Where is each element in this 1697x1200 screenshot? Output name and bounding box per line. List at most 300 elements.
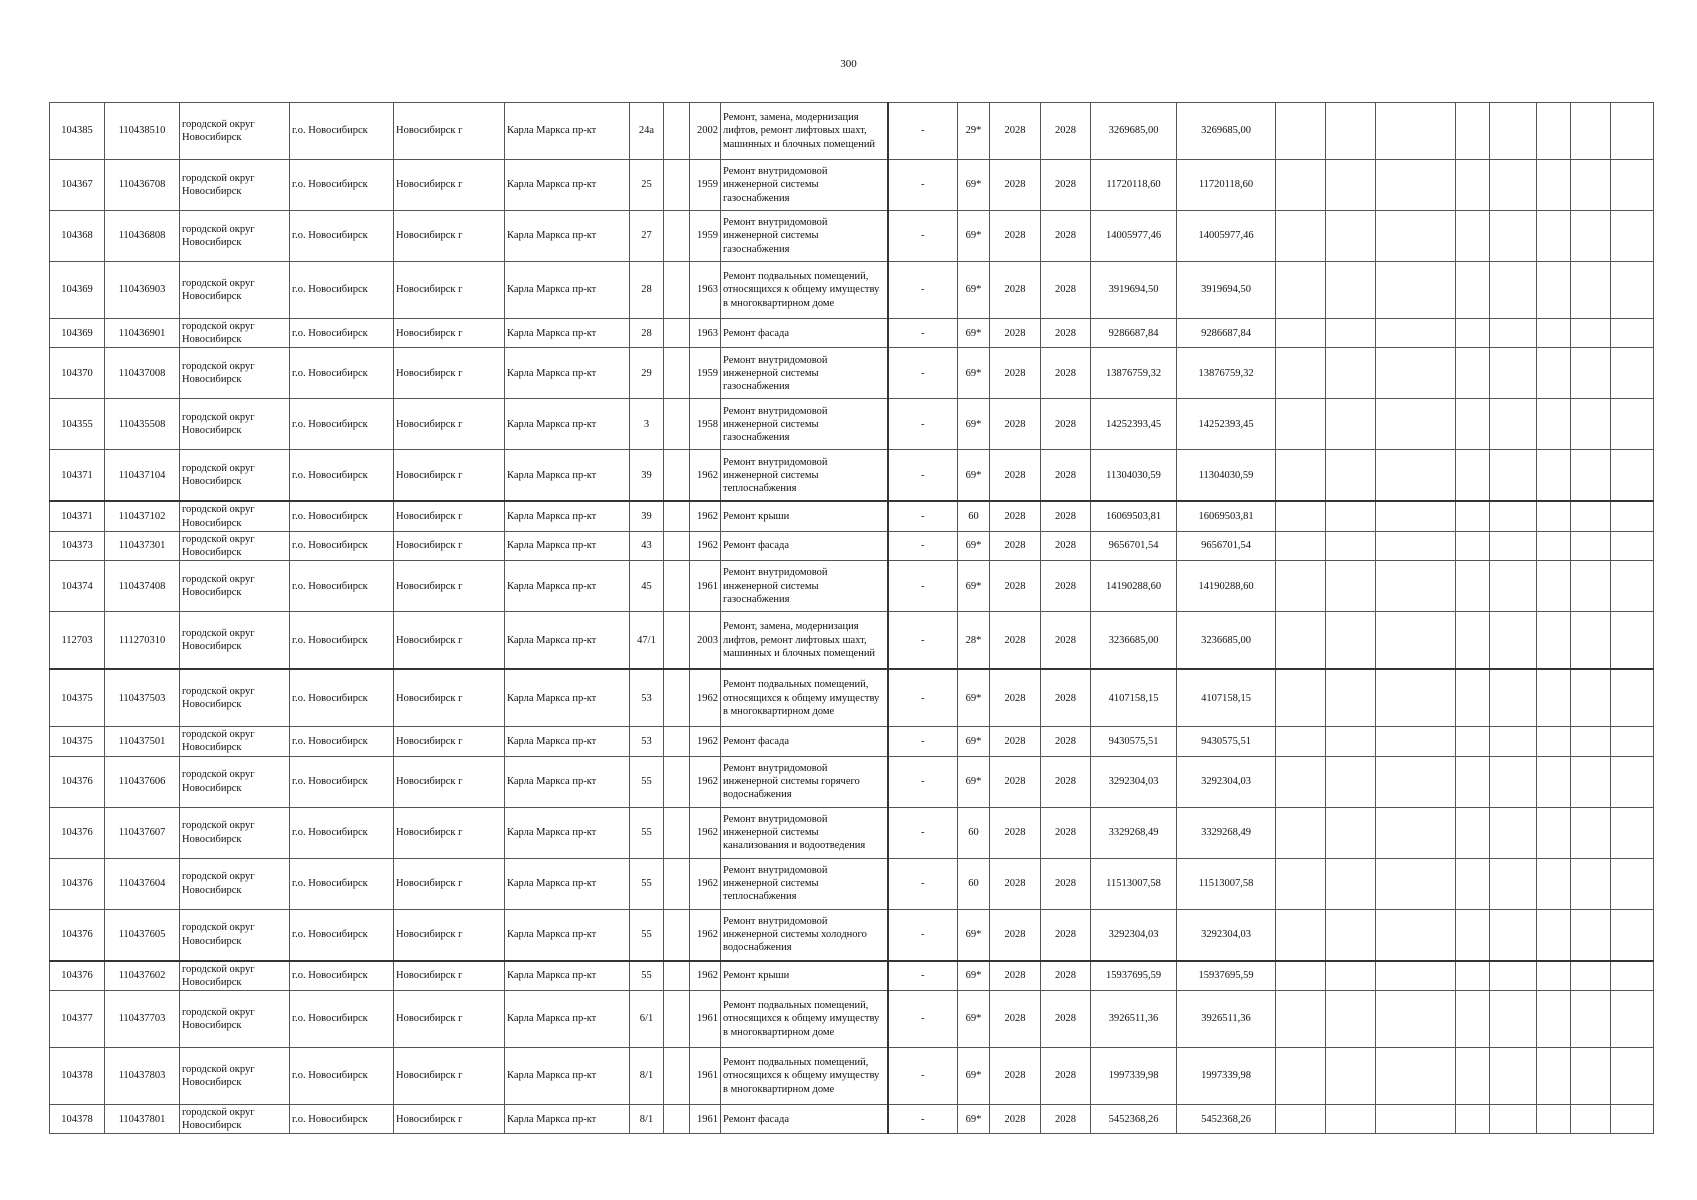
cell-city: Новосибирск г xyxy=(394,531,505,560)
cell-empty xyxy=(1276,211,1326,262)
cell-house: 53 xyxy=(630,727,664,756)
cell-empty xyxy=(1611,727,1654,756)
cell-empty xyxy=(1276,612,1326,670)
cell-cost-total: 3329268,49 xyxy=(1091,807,1177,858)
cell-code: 110436708 xyxy=(105,160,180,211)
cell-plan-start: 2028 xyxy=(990,501,1041,531)
cell-city: Новосибирск г xyxy=(394,211,505,262)
cell-house: 6/1 xyxy=(630,991,664,1048)
cell-empty xyxy=(1376,450,1456,502)
cell-cost-fund: 1997339,98 xyxy=(1177,1048,1276,1105)
cell-dash: - xyxy=(888,909,958,961)
cell-work-type: Ремонт, замена, модернизация лифтов, ремонт лифтовых шахт, машинных и блочных помещений xyxy=(721,612,888,670)
cell-empty xyxy=(1376,909,1456,961)
cell-street: Карла Маркса пр-кт xyxy=(505,319,630,348)
table-body xyxy=(50,103,1654,1134)
cell-cost-fund: 4107158,15 xyxy=(1177,669,1276,727)
table-row xyxy=(50,961,1654,991)
cell-building xyxy=(664,348,690,399)
cell-empty xyxy=(1490,531,1537,560)
cell-year: 1962 xyxy=(690,909,721,961)
cell-dash: - xyxy=(888,348,958,399)
cell-empty xyxy=(1571,1105,1611,1134)
cell-empty xyxy=(1456,561,1490,612)
cell-code: 110437008 xyxy=(105,348,180,399)
cell-empty xyxy=(1490,1105,1537,1134)
cell-city: Новосибирск г xyxy=(394,807,505,858)
cell-dash: - xyxy=(888,450,958,502)
cell-building xyxy=(664,450,690,502)
cell-empty xyxy=(1456,531,1490,560)
cell-empty xyxy=(1537,909,1571,961)
cell-dash: - xyxy=(888,103,958,160)
cell-street: Карла Маркса пр-кт xyxy=(505,211,630,262)
cell-empty xyxy=(1537,669,1571,727)
cell-term: 69* xyxy=(958,991,990,1048)
cell-empty xyxy=(1326,160,1376,211)
cell-district: г.о. Новосибирск xyxy=(290,1048,394,1105)
cell-empty xyxy=(1326,612,1376,670)
cell-district: г.о. Новосибирск xyxy=(290,1105,394,1134)
cell-empty xyxy=(1326,1048,1376,1105)
cell-empty xyxy=(1456,103,1490,160)
cell-building xyxy=(664,501,690,531)
cell-empty xyxy=(1276,319,1326,348)
table-row xyxy=(50,399,1654,450)
cell-street: Карла Маркса пр-кт xyxy=(505,991,630,1048)
cell-district: г.о. Новосибирск xyxy=(290,211,394,262)
cell-city: Новосибирск г xyxy=(394,909,505,961)
cell-empty xyxy=(1276,450,1326,502)
cell-city: Новосибирск г xyxy=(394,399,505,450)
cell-house: 45 xyxy=(630,561,664,612)
cell-plan-end: 2028 xyxy=(1041,1048,1091,1105)
cell-work-type: Ремонт внутридомовой инженерной системы газоснабжения xyxy=(721,211,888,262)
cell-year: 1961 xyxy=(690,991,721,1048)
cell-empty xyxy=(1376,561,1456,612)
cell-municipality: городской округ Новосибирск xyxy=(180,909,290,961)
cell-cost-total: 3292304,03 xyxy=(1091,909,1177,961)
cell-municipality: городской округ Новосибирск xyxy=(180,807,290,858)
cell-empty xyxy=(1571,211,1611,262)
cell-street: Карла Маркса пр-кт xyxy=(505,103,630,160)
cell-building xyxy=(664,561,690,612)
cell-dash: - xyxy=(888,991,958,1048)
cell-empty xyxy=(1537,1105,1571,1134)
cell-district: г.о. Новосибирск xyxy=(290,160,394,211)
cell-cost-fund: 3292304,03 xyxy=(1177,909,1276,961)
cell-empty xyxy=(1571,961,1611,991)
cell-municipality: городской округ Новосибирск xyxy=(180,1048,290,1105)
cell-city: Новосибирск г xyxy=(394,756,505,807)
cell-empty xyxy=(1611,211,1654,262)
cell-municipality: городской округ Новосибирск xyxy=(180,501,290,531)
cell-district: г.о. Новосибирск xyxy=(290,531,394,560)
cell-term: 69* xyxy=(958,399,990,450)
cell-empty xyxy=(1611,807,1654,858)
cell-empty xyxy=(1571,1048,1611,1105)
table-row xyxy=(50,991,1654,1048)
table-row xyxy=(50,1105,1654,1134)
cell-empty xyxy=(1571,399,1611,450)
cell-building xyxy=(664,319,690,348)
cell-building xyxy=(664,103,690,160)
cell-empty xyxy=(1537,501,1571,531)
cell-empty xyxy=(1376,211,1456,262)
cell-year: 1963 xyxy=(690,262,721,319)
cell-municipality: городской округ Новосибирск xyxy=(180,262,290,319)
cell-year: 1962 xyxy=(690,756,721,807)
cell-dash: - xyxy=(888,807,958,858)
cell-code: 110437604 xyxy=(105,858,180,909)
cell-code: 110437801 xyxy=(105,1105,180,1134)
cell-plan-start: 2028 xyxy=(990,727,1041,756)
cell-empty xyxy=(1276,991,1326,1048)
cell-plan-start: 2028 xyxy=(990,531,1041,560)
cell-empty xyxy=(1456,262,1490,319)
cell-plan-start: 2028 xyxy=(990,612,1041,670)
cell-empty xyxy=(1326,348,1376,399)
cell-empty xyxy=(1276,531,1326,560)
cell-street: Карла Маркса пр-кт xyxy=(505,961,630,991)
cell-empty xyxy=(1376,727,1456,756)
cell-empty xyxy=(1326,669,1376,727)
cell-empty xyxy=(1376,262,1456,319)
cell-plan-start: 2028 xyxy=(990,399,1041,450)
cell-empty xyxy=(1326,450,1376,502)
cell-cost-fund: 9286687,84 xyxy=(1177,319,1276,348)
cell-id: 112703 xyxy=(50,612,105,670)
cell-empty xyxy=(1571,160,1611,211)
cell-empty xyxy=(1376,348,1456,399)
page-number: 300 xyxy=(840,58,857,70)
cell-empty xyxy=(1326,807,1376,858)
cell-empty xyxy=(1326,103,1376,160)
cell-district: г.о. Новосибирск xyxy=(290,961,394,991)
cell-district: г.о. Новосибирск xyxy=(290,756,394,807)
cell-id: 104371 xyxy=(50,501,105,531)
cell-plan-end: 2028 xyxy=(1041,807,1091,858)
capital-repair-table xyxy=(49,102,1654,1134)
table-row xyxy=(50,669,1654,727)
cell-street: Карла Маркса пр-кт xyxy=(505,450,630,502)
cell-cost-fund: 9656701,54 xyxy=(1177,531,1276,560)
cell-house: 55 xyxy=(630,909,664,961)
cell-empty xyxy=(1456,160,1490,211)
cell-plan-start: 2028 xyxy=(990,561,1041,612)
cell-dash: - xyxy=(888,612,958,670)
cell-empty xyxy=(1456,727,1490,756)
cell-city: Новосибирск г xyxy=(394,858,505,909)
cell-municipality: городской округ Новосибирск xyxy=(180,858,290,909)
cell-house: 3 xyxy=(630,399,664,450)
cell-plan-start: 2028 xyxy=(990,348,1041,399)
cell-empty xyxy=(1571,669,1611,727)
cell-term: 69* xyxy=(958,531,990,560)
cell-municipality: городской округ Новосибирск xyxy=(180,348,290,399)
cell-municipality: городской округ Новосибирск xyxy=(180,450,290,502)
cell-district: г.о. Новосибирск xyxy=(290,727,394,756)
cell-work-type: Ремонт подвальных помещений, относящихся к общему имуществу в многоквартирном доме xyxy=(721,262,888,319)
cell-empty xyxy=(1611,1105,1654,1134)
cell-empty xyxy=(1490,211,1537,262)
cell-dash: - xyxy=(888,961,958,991)
cell-id: 104377 xyxy=(50,991,105,1048)
cell-empty xyxy=(1456,858,1490,909)
cell-house: 53 xyxy=(630,669,664,727)
cell-building xyxy=(664,262,690,319)
cell-empty xyxy=(1611,319,1654,348)
cell-city: Новосибирск г xyxy=(394,319,505,348)
cell-building xyxy=(664,1105,690,1134)
cell-work-type: Ремонт внутридомовой инженерной системы холодного водоснабжения xyxy=(721,909,888,961)
cell-dash: - xyxy=(888,531,958,560)
cell-code: 110437104 xyxy=(105,450,180,502)
cell-empty xyxy=(1276,1105,1326,1134)
cell-empty xyxy=(1571,612,1611,670)
cell-year: 1962 xyxy=(690,450,721,502)
cell-street: Карла Маркса пр-кт xyxy=(505,756,630,807)
cell-code: 110437301 xyxy=(105,531,180,560)
cell-city: Новосибирск г xyxy=(394,991,505,1048)
cell-term: 60 xyxy=(958,807,990,858)
cell-plan-start: 2028 xyxy=(990,991,1041,1048)
cell-term: 28* xyxy=(958,612,990,670)
cell-empty xyxy=(1326,262,1376,319)
cell-building xyxy=(664,961,690,991)
cell-term: 60 xyxy=(958,501,990,531)
cell-empty xyxy=(1276,961,1326,991)
cell-code: 110436901 xyxy=(105,319,180,348)
cell-work-type: Ремонт внутридомовой инженерной системы горячего водоснабжения xyxy=(721,756,888,807)
cell-empty xyxy=(1490,727,1537,756)
cell-id: 104367 xyxy=(50,160,105,211)
cell-empty xyxy=(1326,319,1376,348)
table-row xyxy=(50,450,1654,502)
cell-cost-fund: 9430575,51 xyxy=(1177,727,1276,756)
cell-city: Новосибирск г xyxy=(394,1048,505,1105)
cell-empty xyxy=(1376,501,1456,531)
cell-empty xyxy=(1276,669,1326,727)
cell-street: Карла Маркса пр-кт xyxy=(505,669,630,727)
cell-dash: - xyxy=(888,1105,958,1134)
cell-house: 27 xyxy=(630,211,664,262)
cell-dash: - xyxy=(888,669,958,727)
cell-cost-fund: 14005977,46 xyxy=(1177,211,1276,262)
cell-term: 69* xyxy=(958,1048,990,1105)
cell-empty xyxy=(1490,399,1537,450)
cell-year: 1962 xyxy=(690,807,721,858)
cell-city: Новосибирск г xyxy=(394,612,505,670)
cell-street: Карла Маркса пр-кт xyxy=(505,531,630,560)
cell-dash: - xyxy=(888,727,958,756)
cell-empty xyxy=(1456,399,1490,450)
cell-municipality: городской округ Новосибирск xyxy=(180,669,290,727)
cell-municipality: городской округ Новосибирск xyxy=(180,612,290,670)
cell-empty xyxy=(1456,450,1490,502)
cell-street: Карла Маркса пр-кт xyxy=(505,160,630,211)
cell-plan-start: 2028 xyxy=(990,103,1041,160)
cell-street: Карла Маркса пр-кт xyxy=(505,561,630,612)
cell-cost-total: 9430575,51 xyxy=(1091,727,1177,756)
cell-empty xyxy=(1326,727,1376,756)
cell-municipality: городской округ Новосибирск xyxy=(180,103,290,160)
cell-house: 55 xyxy=(630,961,664,991)
cell-term: 69* xyxy=(958,669,990,727)
cell-term: 69* xyxy=(958,211,990,262)
cell-empty xyxy=(1456,961,1490,991)
cell-empty xyxy=(1326,961,1376,991)
cell-empty xyxy=(1456,756,1490,807)
cell-plan-start: 2028 xyxy=(990,756,1041,807)
cell-empty xyxy=(1490,756,1537,807)
cell-empty xyxy=(1571,727,1611,756)
cell-building xyxy=(664,612,690,670)
cell-empty xyxy=(1326,501,1376,531)
cell-municipality: городской округ Новосибирск xyxy=(180,756,290,807)
cell-id: 104375 xyxy=(50,727,105,756)
cell-cost-fund: 3236685,00 xyxy=(1177,612,1276,670)
cell-cost-fund: 3292304,03 xyxy=(1177,756,1276,807)
cell-term: 69* xyxy=(958,160,990,211)
cell-empty xyxy=(1276,501,1326,531)
cell-empty xyxy=(1537,348,1571,399)
table-row xyxy=(50,909,1654,961)
cell-empty xyxy=(1376,103,1456,160)
cell-building xyxy=(664,727,690,756)
cell-city: Новосибирск г xyxy=(394,501,505,531)
cell-work-type: Ремонт внутридомовой инженерной системы газоснабжения xyxy=(721,561,888,612)
cell-empty xyxy=(1611,262,1654,319)
cell-empty xyxy=(1456,319,1490,348)
cell-year: 1962 xyxy=(690,858,721,909)
cell-id: 104385 xyxy=(50,103,105,160)
cell-empty xyxy=(1571,756,1611,807)
table-row xyxy=(50,727,1654,756)
cell-empty xyxy=(1611,501,1654,531)
cell-cost-fund: 3919694,50 xyxy=(1177,262,1276,319)
cell-empty xyxy=(1456,909,1490,961)
cell-plan-end: 2028 xyxy=(1041,756,1091,807)
cell-empty xyxy=(1456,211,1490,262)
cell-district: г.о. Новосибирск xyxy=(290,858,394,909)
cell-municipality: городской округ Новосибирск xyxy=(180,319,290,348)
cell-empty xyxy=(1571,531,1611,560)
cell-id: 104370 xyxy=(50,348,105,399)
cell-district: г.о. Новосибирск xyxy=(290,669,394,727)
cell-empty xyxy=(1571,103,1611,160)
cell-work-type: Ремонт внутридомовой инженерной системы теплоснабжения xyxy=(721,450,888,502)
cell-district: г.о. Новосибирск xyxy=(290,348,394,399)
cell-plan-start: 2028 xyxy=(990,160,1041,211)
cell-empty xyxy=(1490,961,1537,991)
cell-cost-fund: 13876759,32 xyxy=(1177,348,1276,399)
cell-empty xyxy=(1456,501,1490,531)
cell-city: Новосибирск г xyxy=(394,450,505,502)
cell-work-type: Ремонт фасада xyxy=(721,319,888,348)
cell-plan-start: 2028 xyxy=(990,1105,1041,1134)
cell-cost-total: 16069503,81 xyxy=(1091,501,1177,531)
cell-street: Карла Маркса пр-кт xyxy=(505,399,630,450)
cell-empty xyxy=(1326,1105,1376,1134)
cell-district: г.о. Новосибирск xyxy=(290,262,394,319)
cell-empty xyxy=(1611,961,1654,991)
cell-id: 104373 xyxy=(50,531,105,560)
cell-empty xyxy=(1611,858,1654,909)
cell-empty xyxy=(1376,319,1456,348)
cell-building xyxy=(664,909,690,961)
cell-municipality: городской округ Новосибирск xyxy=(180,160,290,211)
cell-cost-total: 3926511,36 xyxy=(1091,991,1177,1048)
cell-plan-start: 2028 xyxy=(990,807,1041,858)
cell-house: 28 xyxy=(630,319,664,348)
cell-empty xyxy=(1276,909,1326,961)
cell-year: 2003 xyxy=(690,612,721,670)
cell-city: Новосибирск г xyxy=(394,262,505,319)
cell-street: Карла Маркса пр-кт xyxy=(505,807,630,858)
cell-year: 1961 xyxy=(690,1105,721,1134)
cell-work-type: Ремонт, замена, модернизация лифтов, ремонт лифтовых шахт, машинных и блочных помещений xyxy=(721,103,888,160)
cell-street: Карла Маркса пр-кт xyxy=(505,262,630,319)
cell-id: 104376 xyxy=(50,756,105,807)
cell-empty xyxy=(1571,561,1611,612)
table-row xyxy=(50,348,1654,399)
cell-city: Новосибирск г xyxy=(394,727,505,756)
cell-empty xyxy=(1611,669,1654,727)
cell-cost-total: 4107158,15 xyxy=(1091,669,1177,727)
cell-empty xyxy=(1611,1048,1654,1105)
cell-plan-end: 2028 xyxy=(1041,909,1091,961)
cell-house: 55 xyxy=(630,807,664,858)
cell-empty xyxy=(1376,669,1456,727)
cell-term: 60 xyxy=(958,858,990,909)
cell-empty xyxy=(1326,991,1376,1048)
cell-year: 1962 xyxy=(690,531,721,560)
cell-empty xyxy=(1611,612,1654,670)
table-row xyxy=(50,612,1654,670)
cell-municipality: городской округ Новосибирск xyxy=(180,211,290,262)
cell-plan-end: 2028 xyxy=(1041,991,1091,1048)
cell-term: 69* xyxy=(958,319,990,348)
cell-plan-end: 2028 xyxy=(1041,319,1091,348)
cell-empty xyxy=(1611,561,1654,612)
cell-empty xyxy=(1611,103,1654,160)
cell-plan-end: 2028 xyxy=(1041,262,1091,319)
cell-plan-end: 2028 xyxy=(1041,103,1091,160)
cell-district: г.о. Новосибирск xyxy=(290,399,394,450)
cell-id: 104376 xyxy=(50,807,105,858)
cell-empty xyxy=(1490,612,1537,670)
cell-cost-total: 14190288,60 xyxy=(1091,561,1177,612)
cell-building xyxy=(664,211,690,262)
cell-code: 110437503 xyxy=(105,669,180,727)
cell-street: Карла Маркса пр-кт xyxy=(505,1105,630,1134)
cell-plan-end: 2028 xyxy=(1041,1105,1091,1134)
cell-dash: - xyxy=(888,160,958,211)
cell-district: г.о. Новосибирск xyxy=(290,561,394,612)
cell-cost-fund: 11304030,59 xyxy=(1177,450,1276,502)
table-row xyxy=(50,1048,1654,1105)
cell-empty xyxy=(1326,858,1376,909)
cell-building xyxy=(664,991,690,1048)
cell-plan-end: 2028 xyxy=(1041,612,1091,670)
cell-cost-fund: 3926511,36 xyxy=(1177,991,1276,1048)
cell-year: 1962 xyxy=(690,669,721,727)
cell-code: 110437803 xyxy=(105,1048,180,1105)
cell-code: 110436903 xyxy=(105,262,180,319)
cell-district: г.о. Новосибирск xyxy=(290,319,394,348)
cell-empty xyxy=(1537,319,1571,348)
